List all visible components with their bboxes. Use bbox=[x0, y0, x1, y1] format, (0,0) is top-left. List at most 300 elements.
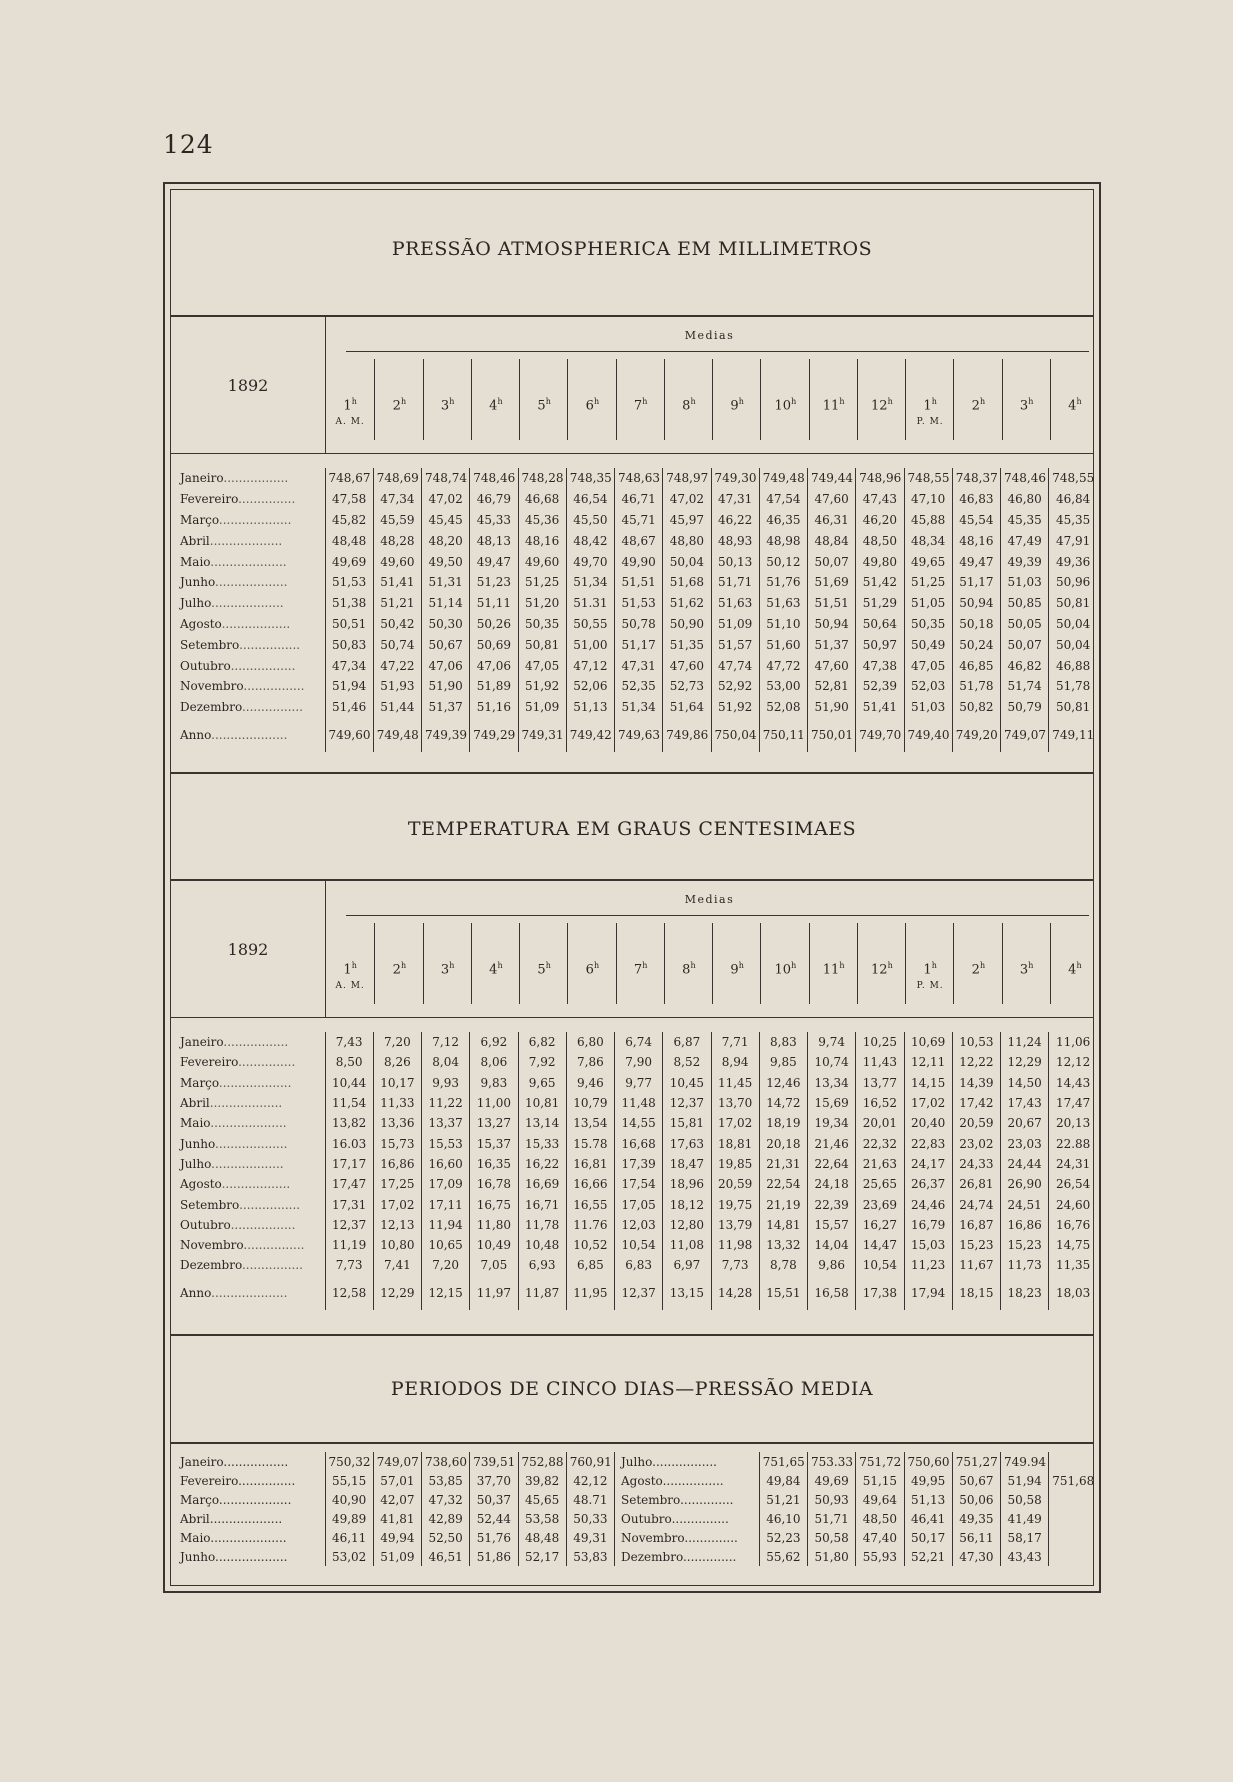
table-row bbox=[171, 1509, 1097, 1528]
table-cell: 52,08 bbox=[759, 697, 807, 718]
table-cell: 10,79 bbox=[566, 1093, 614, 1113]
table-cell: 16,86 bbox=[373, 1154, 421, 1174]
table-cell: 14,72 bbox=[759, 1093, 807, 1113]
table-cell: 51,94 bbox=[325, 676, 373, 697]
table-cell: 50,82 bbox=[952, 697, 1000, 718]
table-cell: 51,92 bbox=[518, 676, 566, 697]
table-cell: 46,68 bbox=[518, 489, 566, 510]
table-cell: 21,31 bbox=[759, 1154, 807, 1174]
table-cell: 6,82 bbox=[518, 1032, 566, 1052]
table-cell: 49,69 bbox=[808, 1471, 856, 1490]
table-cell: 14,43 bbox=[1049, 1073, 1097, 1093]
table-cell: 16,68 bbox=[615, 1133, 663, 1153]
table-cell: 17,42 bbox=[952, 1093, 1000, 1113]
row-label: Setembro.............. bbox=[615, 1490, 760, 1509]
table-cell: 47,30 bbox=[952, 1547, 1000, 1566]
hour-column-header: 2$^h$ bbox=[374, 923, 423, 1004]
table-cell: 7,05 bbox=[470, 1255, 518, 1275]
year-label: 1892 bbox=[227, 940, 269, 959]
table-cell: 50,04 bbox=[663, 551, 711, 572]
table-cell: 50,90 bbox=[663, 614, 711, 635]
table-row bbox=[171, 655, 1097, 676]
table-cell: 47,34 bbox=[325, 655, 373, 676]
table-cell: 46,35 bbox=[759, 510, 807, 531]
table-cell: 49,60 bbox=[373, 551, 421, 572]
hour-column-header: 1$^h$ A. M. bbox=[326, 923, 374, 1004]
table-cell: 51,68 bbox=[663, 572, 711, 593]
table-cell: 47,49 bbox=[1001, 530, 1049, 551]
table-cell: 51,25 bbox=[518, 572, 566, 593]
hour-column-header: 2$^h$ bbox=[953, 923, 1002, 1004]
table-cell: 51,37 bbox=[422, 697, 470, 718]
table-cell: 6,85 bbox=[566, 1255, 614, 1275]
table-cell: 16,71 bbox=[518, 1194, 566, 1214]
table-cell: 50,24 bbox=[952, 634, 1000, 655]
table-cell: 15,33 bbox=[518, 1133, 566, 1153]
table-cell: 51,76 bbox=[759, 572, 807, 593]
table-cell: 17,02 bbox=[904, 1093, 952, 1113]
table-cell: 12,15 bbox=[422, 1276, 470, 1310]
table-cell: 51,21 bbox=[373, 593, 421, 614]
table-cell: 12,22 bbox=[952, 1052, 1000, 1072]
row-label: Março................... bbox=[180, 1075, 292, 1090]
table-cell: 753.33 bbox=[808, 1452, 856, 1471]
table-cell: 49,70 bbox=[566, 551, 614, 572]
table-cell: 7,12 bbox=[422, 1032, 470, 1052]
table-cell: 16,27 bbox=[856, 1215, 904, 1235]
table-cell: 15,57 bbox=[808, 1215, 856, 1235]
medias-group bbox=[325, 881, 1093, 1018]
table-cell: 41,49 bbox=[1001, 1509, 1049, 1528]
table-cell: 11,19 bbox=[325, 1235, 373, 1255]
table-cell: 7,20 bbox=[373, 1032, 421, 1052]
table-cell: 51,00 bbox=[566, 634, 614, 655]
table-cell: 748,55 bbox=[1049, 468, 1097, 489]
table-cell: 17,11 bbox=[422, 1194, 470, 1214]
table-cell: 748,63 bbox=[615, 468, 663, 489]
table-cell: 752,88 bbox=[518, 1452, 566, 1471]
table-cell: 749,31 bbox=[518, 718, 566, 753]
row-label: Setembro................ bbox=[180, 637, 301, 652]
table-row bbox=[171, 468, 1097, 489]
table-cell: 10,44 bbox=[325, 1073, 373, 1093]
table-cell: 751,72 bbox=[856, 1452, 904, 1471]
table-cell: 39,82 bbox=[518, 1471, 566, 1490]
table-cell: 45,35 bbox=[1049, 510, 1097, 531]
table-cell: 52,35 bbox=[615, 676, 663, 697]
table-cell: 51,17 bbox=[615, 634, 663, 655]
table-cell: 12,29 bbox=[1001, 1052, 1049, 1072]
table-cell: 24,60 bbox=[1049, 1194, 1097, 1214]
table-cell: 52,06 bbox=[566, 676, 614, 697]
table-cell: 45,45 bbox=[422, 510, 470, 531]
table-cell: 748,69 bbox=[373, 468, 421, 489]
table-cell: 9,86 bbox=[808, 1255, 856, 1275]
table-cell: 12,80 bbox=[663, 1215, 711, 1235]
table-cell: 50,74 bbox=[373, 634, 421, 655]
hour-column-header: 5$^h$ bbox=[519, 923, 568, 1004]
table-row bbox=[171, 1255, 1097, 1275]
hour-column-header: 4$^h$ bbox=[1050, 923, 1099, 1004]
table-cell: 6,93 bbox=[518, 1255, 566, 1275]
table-cell: 50,97 bbox=[856, 634, 904, 655]
table-cell: 15,23 bbox=[952, 1235, 1000, 1255]
table-cell: 50,58 bbox=[808, 1528, 856, 1547]
table-cell: 51,31 bbox=[422, 572, 470, 593]
am-label: A. M. bbox=[335, 981, 365, 991]
table-cell: 24,51 bbox=[1001, 1194, 1049, 1214]
table-cell: 51,71 bbox=[808, 1509, 856, 1528]
table-cell: 51,78 bbox=[1049, 676, 1097, 697]
table-cell: 10,80 bbox=[373, 1235, 421, 1255]
table-cell: 51,41 bbox=[856, 697, 904, 718]
divider bbox=[171, 772, 1093, 774]
table-cell: 24,74 bbox=[952, 1194, 1000, 1214]
table-cell: 14,55 bbox=[615, 1113, 663, 1133]
table-cell: 47,38 bbox=[856, 655, 904, 676]
medias-brace bbox=[346, 351, 1089, 354]
table-cell: 48,93 bbox=[711, 530, 759, 551]
annual-row bbox=[171, 718, 1097, 753]
table-cell: 11.76 bbox=[566, 1215, 614, 1235]
table-cell: 47,60 bbox=[808, 655, 856, 676]
table-cell: 8,50 bbox=[325, 1052, 373, 1072]
table-cell: 53,58 bbox=[518, 1509, 566, 1528]
table-cell: 17,94 bbox=[904, 1276, 952, 1310]
table-cell: 24,17 bbox=[904, 1154, 952, 1174]
pm-label: P. M. bbox=[916, 417, 944, 427]
table-cell: 13,14 bbox=[518, 1113, 566, 1133]
row-label: Abril................... bbox=[180, 533, 283, 548]
table-cell: 12,13 bbox=[373, 1215, 421, 1235]
table-cell: 49,69 bbox=[325, 551, 373, 572]
table-cell: 17,17 bbox=[325, 1154, 373, 1174]
table-cell: 48,42 bbox=[566, 530, 614, 551]
table-cell: 50,04 bbox=[1049, 634, 1097, 655]
table-cell: 12,58 bbox=[325, 1276, 373, 1310]
table-cell: 738,60 bbox=[422, 1452, 470, 1471]
periods-table bbox=[171, 1452, 1097, 1566]
row-label: Setembro................ bbox=[180, 1197, 301, 1212]
table-row bbox=[171, 1073, 1097, 1093]
table-cell: 13,82 bbox=[325, 1113, 373, 1133]
row-label: Agosto.................. bbox=[180, 616, 291, 631]
table-cell: 22,39 bbox=[808, 1194, 856, 1214]
table-cell: 26,54 bbox=[1049, 1174, 1097, 1194]
hour-column-header: 1$^h$ A. M. bbox=[326, 359, 374, 440]
table-cell: 18,96 bbox=[663, 1174, 711, 1194]
table-cell: 49,90 bbox=[615, 551, 663, 572]
table-cell: 50,37 bbox=[470, 1490, 518, 1509]
table-cell: 11,48 bbox=[615, 1093, 663, 1113]
table-cell: 18,81 bbox=[711, 1133, 759, 1153]
hour-column-header: 11$^h$ bbox=[809, 359, 858, 440]
hour-column-header: 9$^h$ bbox=[712, 359, 761, 440]
table-cell: 51,29 bbox=[856, 593, 904, 614]
table-cell: 749,86 bbox=[663, 718, 711, 753]
hour-column-header: 3$^h$ bbox=[423, 359, 472, 440]
table-cell: 749,30 bbox=[711, 468, 759, 489]
table-cell: 51,42 bbox=[856, 572, 904, 593]
table-cell: 47,02 bbox=[422, 489, 470, 510]
table-cell: 11,45 bbox=[711, 1073, 759, 1093]
table-cell: 41,81 bbox=[373, 1509, 421, 1528]
table-cell: 21,19 bbox=[759, 1194, 807, 1214]
table-cell: 50,35 bbox=[904, 614, 952, 635]
table-cell: 51,03 bbox=[1001, 572, 1049, 593]
table-cell bbox=[1049, 1490, 1097, 1509]
table-cell: 48,16 bbox=[952, 530, 1000, 551]
row-label: Outubro............... bbox=[615, 1509, 760, 1528]
table-cell: 11,98 bbox=[711, 1235, 759, 1255]
table-cell: 12,29 bbox=[373, 1276, 421, 1310]
pressure-header bbox=[171, 317, 1093, 454]
table-cell: 13,32 bbox=[759, 1235, 807, 1255]
table-cell: 50,58 bbox=[1001, 1490, 1049, 1509]
table-cell: 18,47 bbox=[663, 1154, 711, 1174]
table-cell: 47,06 bbox=[470, 655, 518, 676]
table-cell: 51,09 bbox=[518, 697, 566, 718]
table-cell: 17,47 bbox=[1049, 1093, 1097, 1113]
table-cell: 7,73 bbox=[711, 1255, 759, 1275]
table-cell: 20,59 bbox=[952, 1113, 1000, 1133]
table-cell: 51,63 bbox=[711, 593, 759, 614]
table-row bbox=[171, 593, 1097, 614]
table-cell: 43,43 bbox=[1001, 1547, 1049, 1566]
table-cell: 750,04 bbox=[711, 718, 759, 753]
table-cell: 6,80 bbox=[566, 1032, 614, 1052]
table-cell: 48,84 bbox=[808, 530, 856, 551]
table-cell: 749,39 bbox=[422, 718, 470, 753]
table-cell: 48,20 bbox=[422, 530, 470, 551]
table-cell: 49,84 bbox=[759, 1471, 807, 1490]
table-cell: 18,12 bbox=[663, 1194, 711, 1214]
table-cell: 49,95 bbox=[904, 1471, 952, 1490]
table-cell: 15,81 bbox=[663, 1113, 711, 1133]
table-cell: 51,74 bbox=[1001, 676, 1049, 697]
table-cell: 14,50 bbox=[1001, 1073, 1049, 1093]
table-cell: 49,89 bbox=[325, 1509, 373, 1528]
table-cell: 48,80 bbox=[663, 530, 711, 551]
table-cell: 750,01 bbox=[808, 718, 856, 753]
table-cell: 17,43 bbox=[1001, 1093, 1049, 1113]
table-cell: 748,37 bbox=[952, 468, 1000, 489]
hour-column-header: 6$^h$ bbox=[567, 923, 616, 1004]
table-cell: 51,23 bbox=[470, 572, 518, 593]
row-label: Novembro................ bbox=[180, 1238, 305, 1253]
table-cell bbox=[1049, 1509, 1097, 1528]
table-cell: 51,93 bbox=[373, 676, 421, 697]
hour-column-header: 2$^h$ bbox=[953, 359, 1002, 440]
table-cell: 51,14 bbox=[422, 593, 470, 614]
hour-column-header: 12$^h$ bbox=[857, 923, 906, 1004]
table-cell: 50,12 bbox=[759, 551, 807, 572]
table-cell: 50,04 bbox=[1049, 614, 1097, 635]
year-label: 1892 bbox=[227, 376, 269, 395]
table-cell: 7,86 bbox=[566, 1052, 614, 1072]
table-cell: 49,47 bbox=[952, 551, 1000, 572]
table-cell: 24,18 bbox=[808, 1174, 856, 1194]
hour-column-header: 4$^h$ bbox=[471, 359, 520, 440]
table-cell: 22,64 bbox=[808, 1154, 856, 1174]
table-row bbox=[171, 1052, 1097, 1072]
table-cell: 7,92 bbox=[518, 1052, 566, 1072]
table-cell: 18,23 bbox=[1001, 1276, 1049, 1310]
row-label: Anno.................... bbox=[180, 727, 288, 742]
table-cell: 760,91 bbox=[566, 1452, 614, 1471]
table-cell: 45,59 bbox=[373, 510, 421, 531]
table-cell: 50,55 bbox=[566, 614, 614, 635]
medias-label: Medias bbox=[684, 893, 735, 906]
table-cell: 51,09 bbox=[711, 614, 759, 635]
table-cell: 10,69 bbox=[904, 1032, 952, 1052]
temperature-title: TEMPERATURA EM GRAUS CENTESIMAES bbox=[407, 818, 857, 840]
am-label: A. M. bbox=[335, 417, 365, 427]
table-cell: 749,42 bbox=[566, 718, 614, 753]
table-cell: 50,79 bbox=[1001, 697, 1049, 718]
table-cell: 24,46 bbox=[904, 1194, 952, 1214]
table-cell: 10,17 bbox=[373, 1073, 421, 1093]
table-cell: 50,35 bbox=[518, 614, 566, 635]
table-cell: 749,48 bbox=[373, 718, 421, 753]
table-cell: 50,69 bbox=[470, 634, 518, 655]
table-cell: 46,22 bbox=[711, 510, 759, 531]
table-cell: 11,95 bbox=[566, 1276, 614, 1310]
table-cell: 50,67 bbox=[952, 1471, 1000, 1490]
table-cell: 51,03 bbox=[904, 697, 952, 718]
table-row bbox=[171, 510, 1097, 531]
row-label: Abril................... bbox=[180, 1096, 283, 1111]
row-label: Março................... bbox=[180, 512, 292, 527]
table-cell: 7,73 bbox=[325, 1255, 373, 1275]
table-cell: 748,46 bbox=[470, 468, 518, 489]
pm-label: P. M. bbox=[916, 981, 944, 991]
table-row bbox=[171, 1154, 1097, 1174]
table-cell: 48,13 bbox=[470, 530, 518, 551]
table-cell: 51,38 bbox=[325, 593, 373, 614]
table-cell: 52,50 bbox=[422, 1528, 470, 1547]
table-row bbox=[171, 572, 1097, 593]
table-cell: 16,69 bbox=[518, 1174, 566, 1194]
table-cell: 13,34 bbox=[808, 1073, 856, 1093]
table-cell: 11,43 bbox=[856, 1052, 904, 1072]
table-cell: 49,50 bbox=[422, 551, 470, 572]
table-cell: 10,54 bbox=[615, 1235, 663, 1255]
table-cell: 48,50 bbox=[856, 1509, 904, 1528]
hour-column-header: 3$^h$ bbox=[423, 923, 472, 1004]
table-cell: 9,93 bbox=[422, 1073, 470, 1093]
table-cell: 16,52 bbox=[856, 1093, 904, 1113]
table-cell: 9,85 bbox=[759, 1052, 807, 1072]
medias-group bbox=[325, 317, 1093, 454]
table-cell: 53,83 bbox=[566, 1547, 614, 1566]
table-cell: 9,65 bbox=[518, 1073, 566, 1093]
table-cell: 51,53 bbox=[615, 593, 663, 614]
row-label: Outubro................. bbox=[180, 658, 296, 673]
table-cell: 19,75 bbox=[711, 1194, 759, 1214]
table-cell: 748,67 bbox=[325, 468, 373, 489]
table-cell: 749,29 bbox=[470, 718, 518, 753]
table-cell: 20,13 bbox=[1049, 1113, 1097, 1133]
table-cell: 47,05 bbox=[518, 655, 566, 676]
row-label: Julho................... bbox=[180, 1156, 284, 1171]
row-label: Janeiro................. bbox=[180, 471, 289, 486]
table-cell: 51,09 bbox=[373, 1547, 421, 1566]
table-cell: 47,31 bbox=[615, 655, 663, 676]
hour-column-header: 7$^h$ bbox=[616, 359, 665, 440]
table-cell: 55,93 bbox=[856, 1547, 904, 1566]
table-cell: 51,64 bbox=[663, 697, 711, 718]
table-cell: 51,92 bbox=[711, 697, 759, 718]
table-cell: 10,48 bbox=[518, 1235, 566, 1255]
table-cell: 52,17 bbox=[518, 1547, 566, 1566]
table-cell: 749,07 bbox=[373, 1452, 421, 1471]
table-cell: 46,83 bbox=[952, 489, 1000, 510]
table-cell: 51,89 bbox=[470, 676, 518, 697]
hour-column-header: 2$^h$ bbox=[374, 359, 423, 440]
table-cell: 11,08 bbox=[663, 1235, 711, 1255]
table-cell: 48.71 bbox=[566, 1490, 614, 1509]
table-cell: 17,31 bbox=[325, 1194, 373, 1214]
table-cell: 10,81 bbox=[518, 1093, 566, 1113]
table-cell: 48,48 bbox=[518, 1528, 566, 1547]
table-cell: 11,80 bbox=[470, 1215, 518, 1235]
table-cell: 50,30 bbox=[422, 614, 470, 635]
row-label: Dezembro................ bbox=[180, 700, 303, 715]
table-row bbox=[171, 697, 1097, 718]
row-label: Fevereiro............... bbox=[180, 1055, 296, 1070]
table-cell: 11,87 bbox=[518, 1276, 566, 1310]
table-cell: 50,96 bbox=[1049, 572, 1097, 593]
table-cell: 22,83 bbox=[904, 1133, 952, 1153]
table-cell: 47,91 bbox=[1049, 530, 1097, 551]
table-cell: 45,36 bbox=[518, 510, 566, 531]
table-cell: 11,35 bbox=[1049, 1255, 1097, 1275]
table-cell: 9,83 bbox=[470, 1073, 518, 1093]
table-cell: 47,06 bbox=[422, 655, 470, 676]
table-cell: 50,51 bbox=[325, 614, 373, 635]
table-cell: 13,36 bbox=[373, 1113, 421, 1133]
pressure-table bbox=[171, 468, 1097, 752]
table-cell: 13,77 bbox=[856, 1073, 904, 1093]
table-cell: 51,60 bbox=[759, 634, 807, 655]
table-cell: 7,71 bbox=[711, 1032, 759, 1052]
table-cell: 50,93 bbox=[808, 1490, 856, 1509]
table-cell: 26,81 bbox=[952, 1174, 1000, 1194]
table-cell: 17,47 bbox=[325, 1174, 373, 1194]
table-cell: 47,72 bbox=[759, 655, 807, 676]
table-cell: 16,76 bbox=[1049, 1215, 1097, 1235]
table-cell: 50,81 bbox=[1049, 697, 1097, 718]
table-row bbox=[171, 1032, 1097, 1052]
table-cell: 20,59 bbox=[711, 1174, 759, 1194]
table-cell: 52,81 bbox=[808, 676, 856, 697]
table-cell: 13,70 bbox=[711, 1093, 759, 1113]
table-cell: 10,45 bbox=[663, 1073, 711, 1093]
table-container bbox=[170, 189, 1094, 1586]
table-cell: 12,37 bbox=[663, 1093, 711, 1113]
table-row bbox=[171, 1093, 1097, 1113]
table-cell: 11,67 bbox=[952, 1255, 1000, 1275]
table-row bbox=[171, 489, 1097, 510]
table-cell: 45,33 bbox=[470, 510, 518, 531]
table-cell: 749,48 bbox=[759, 468, 807, 489]
table-cell: 17,02 bbox=[711, 1113, 759, 1133]
table-cell: 16.03 bbox=[325, 1133, 373, 1153]
medias-label: Medias bbox=[684, 329, 735, 342]
table-cell: 6,97 bbox=[663, 1255, 711, 1275]
table-cell: 55,15 bbox=[325, 1471, 373, 1490]
